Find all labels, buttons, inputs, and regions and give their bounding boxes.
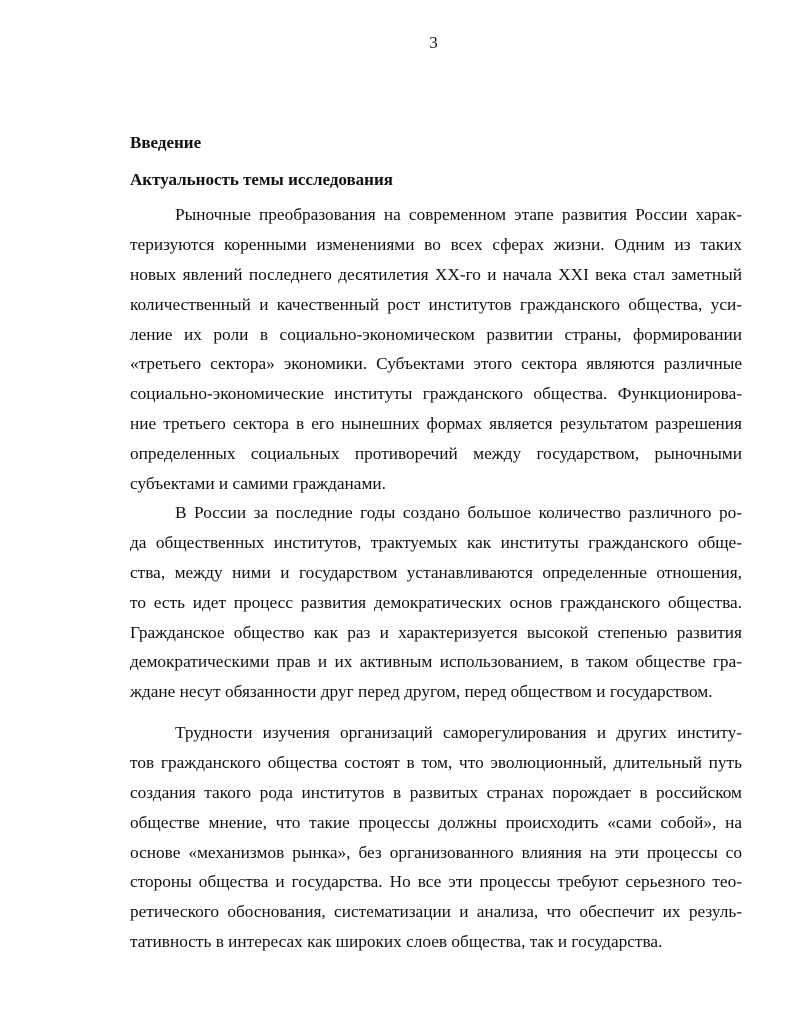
paragraph-line: да общественных институтов, трактуемых как институты гражданского обще- <box>130 532 742 552</box>
paragraph-line: Рыночные преобразования на современном этапе развития России харак- <box>175 205 742 224</box>
paragraph-line: количественный и качественный рост институтов гражданского общества, уси- <box>130 294 742 314</box>
paragraph-line: ждане несут обязанности друг перед другом, перед обществом и государством. <box>130 682 713 702</box>
paragraph-line: стороны общества и государства. Но все эти процессы требуют серьезного тео- <box>130 872 742 892</box>
paragraph-line: тативность в интересах как широких слоев общества, так и государства. <box>130 932 663 952</box>
paragraph-line: «третьего сектора» экономики. Субъектами этого сектора являются различные <box>130 354 742 374</box>
paragraph-line: Гражданское общество как раз и характеризуется высокой степенью развития <box>130 622 742 642</box>
paragraph-line: обществе мнение, что такие процессы должны происходить «сами собой», на <box>130 812 742 832</box>
paragraph-line: демократическими прав и их активным использованием, в таком обществе гра- <box>130 652 742 672</box>
paragraph-line: основе «механизмов рынка», без организованного влияния на эти процессы со <box>130 842 742 862</box>
paragraph-3 <box>130 718 742 957</box>
section-heading: Введение <box>130 133 202 152</box>
page-number: 3 <box>429 33 438 52</box>
paragraph-line: теризуются коренными изменениями во всех сферах жизни. Одним из таких <box>130 234 742 254</box>
paragraph-line: новых явлений последнего десятилетия ХХ-го и начала XXI века стал заметный <box>130 264 742 284</box>
paragraph-line: определенных социальных противоречий между государством, рыночными <box>130 444 742 464</box>
paragraph-line: тов гражданского общества состоят в том, что эволюционный, длительный путь <box>130 752 742 772</box>
paragraph-line: то есть идет процесс развития демократических основ гражданского общества. <box>130 592 742 612</box>
paragraph-line: социально-экономические институты гражданского общества. Функционирова- <box>130 384 742 404</box>
paragraph-line: ление их роли в социально-экономическом развитии страны, формировании <box>130 324 742 344</box>
paragraph-line: ретического обоснования, систематизации и анализа, что обеспечит их резуль- <box>130 902 742 922</box>
paragraph-line: субъектами и самими гражданами. <box>130 474 386 494</box>
paragraph-1 <box>130 200 742 499</box>
paragraph-line: Трудности изучения организаций саморегулирования и других институ- <box>175 723 742 742</box>
paragraph-line: ние третьего сектора в его нынешних формах является результатом разрешения <box>130 414 742 434</box>
paragraph-line: В России за последние годы создано большое количество различного ро- <box>175 503 742 522</box>
section-subheading: Актуальность темы исследования <box>130 170 393 189</box>
paragraph-line: ства, между ними и государством устанавливаются определенные отношения, <box>130 562 742 582</box>
paragraph-line: создания такого рода институтов в развитых странах порождает в российском <box>130 782 742 802</box>
paragraph-2 <box>130 498 742 707</box>
